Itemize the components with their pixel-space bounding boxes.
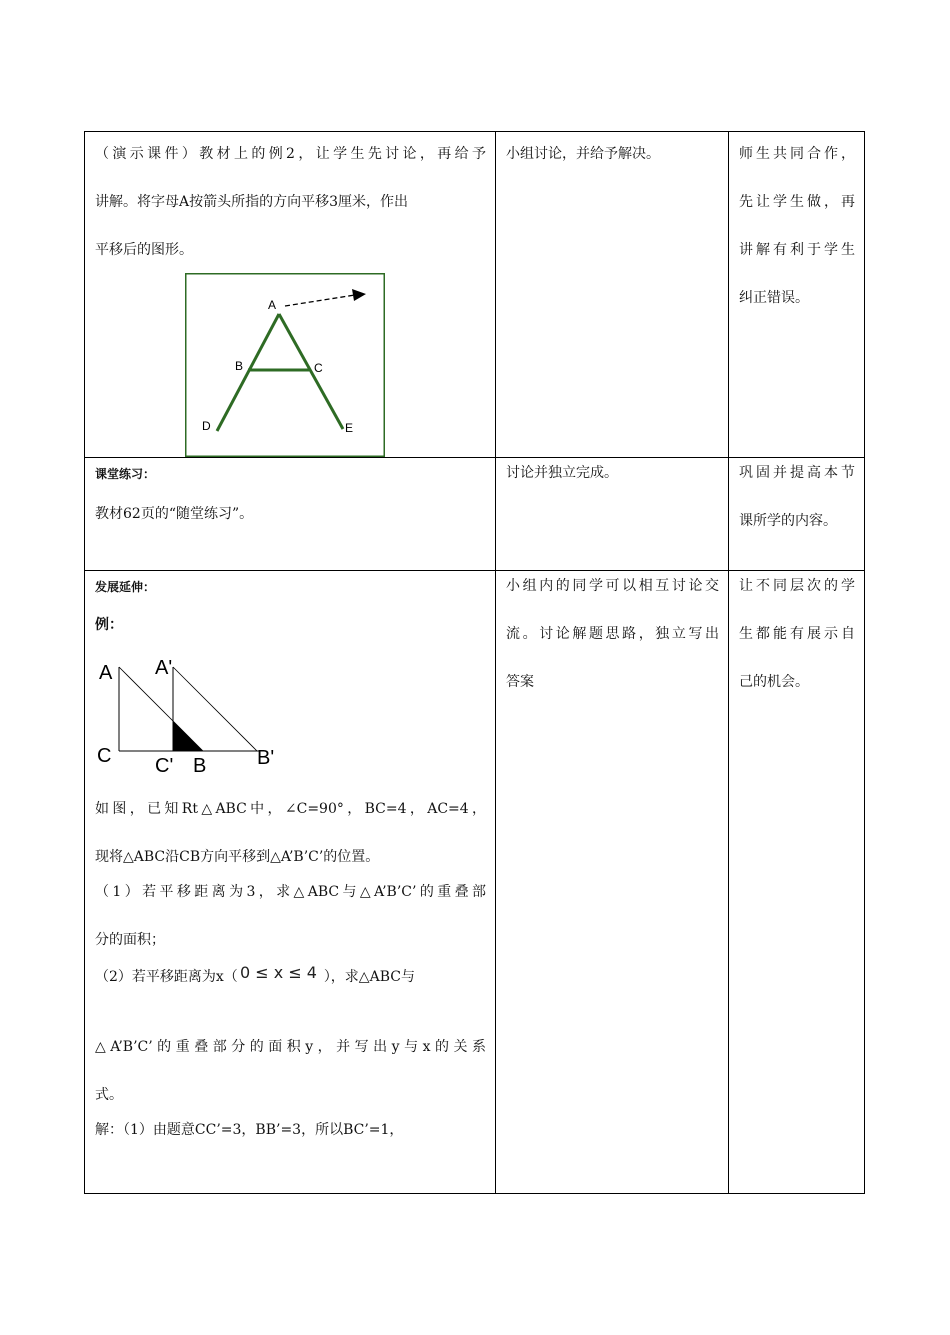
teacher-activity-cell [85,458,496,571]
design-intent-cell [729,132,865,458]
text-line: 式。 [95,1087,123,1103]
label-a-prime: A' [155,657,173,679]
lesson-plan-table [84,131,865,1194]
label-d: D [202,419,211,433]
text-line: 讨论并独立完成。 [506,465,619,481]
label-c: C [97,745,112,767]
text-line: 现将△ABC沿CB方向平移到△A’B’C’的位置。 [95,849,380,865]
example-label: 例： [95,617,123,633]
text-line: 答案 [506,674,535,690]
text-line: 小组讨论，并给予解决。 [506,146,661,162]
teacher-activity-cell [85,132,496,458]
figure-frame [186,274,385,457]
text-line: （演示课件）教材上的例2，让学生先讨论，再给予 [95,146,487,162]
translation-arrowhead [352,289,366,301]
text-line: 小组内的同学可以相互讨论交 [506,578,720,594]
student-activity-cell [496,571,729,1194]
design-intent-cell [729,571,865,1194]
label-b-prime: B' [257,747,275,769]
text-line: 教材62页的“随堂练习”。 [95,506,254,522]
table-row [85,458,865,571]
q2-prefix: （2）若平移距离为x（ [95,969,238,985]
label-a: A [99,662,113,684]
solution-line: 解：（1）由题意CC’=3，BB’=3，所以BC’=1， [95,1122,404,1138]
text-line: 平移后的图形。 [95,242,193,258]
text-line: 讲解。将字母A按箭头所指的方向平移3厘米，作出 [95,194,409,210]
letter-a-left-stroke [217,314,279,431]
text-line: （1）若平移距离为3，求△ABC与△A’B’C’的重叠部 [95,884,487,900]
table-row [85,132,865,458]
text-line: 巩固并提高本节 [739,465,855,481]
section-label-practice: 课堂练习： [95,467,156,481]
text-line: 纠正错误。 [739,290,810,306]
text-line: 让不同层次的学 [739,578,855,594]
label-b: B [193,755,207,775]
text-line: 如图，已知Rt△ABC中，∠C=90°，BC=4，AC=4， [95,801,487,817]
text-line: 己的机会。 [739,674,810,690]
text-line: 师生共同合作， [739,146,855,162]
overlap-region [173,721,203,751]
text-line: 分的面积； [95,932,165,948]
section-label-extension: 发展延伸： [95,580,156,594]
q2-suffix: ），求△ABC与 [323,969,415,985]
label-c: C [314,361,323,375]
inequality-text: 0 ≤ x ≤ 4 [239,963,317,982]
inequality-graphic [238,963,324,983]
letter-a-translation-figure [185,273,385,457]
text-line: 课所学的内容。 [739,513,838,529]
text-line: 流。讨论解题思路，独立写出 [506,626,720,642]
student-activity-cell [496,132,729,458]
label-b: B [235,359,244,373]
table-row [85,571,865,1194]
translated-triangles-figure [93,651,293,775]
label-c-prime: C' [155,755,174,775]
question-2-line [95,963,486,989]
teacher-activity-cell [85,571,496,1194]
student-activity-cell [496,458,729,571]
text-line: 生都能有展示自 [739,626,855,642]
text-line: 先让学生做，再 [739,194,855,210]
translation-arrow-shaft [285,295,355,306]
design-intent-cell [729,458,865,571]
text-line: 讲解有利于学生 [739,242,855,258]
label-e: E [345,421,354,435]
label-a: A [268,298,277,312]
text-line: △A’B’C’的重叠部分的面积y，并写出y与x的关系 [95,1039,487,1055]
